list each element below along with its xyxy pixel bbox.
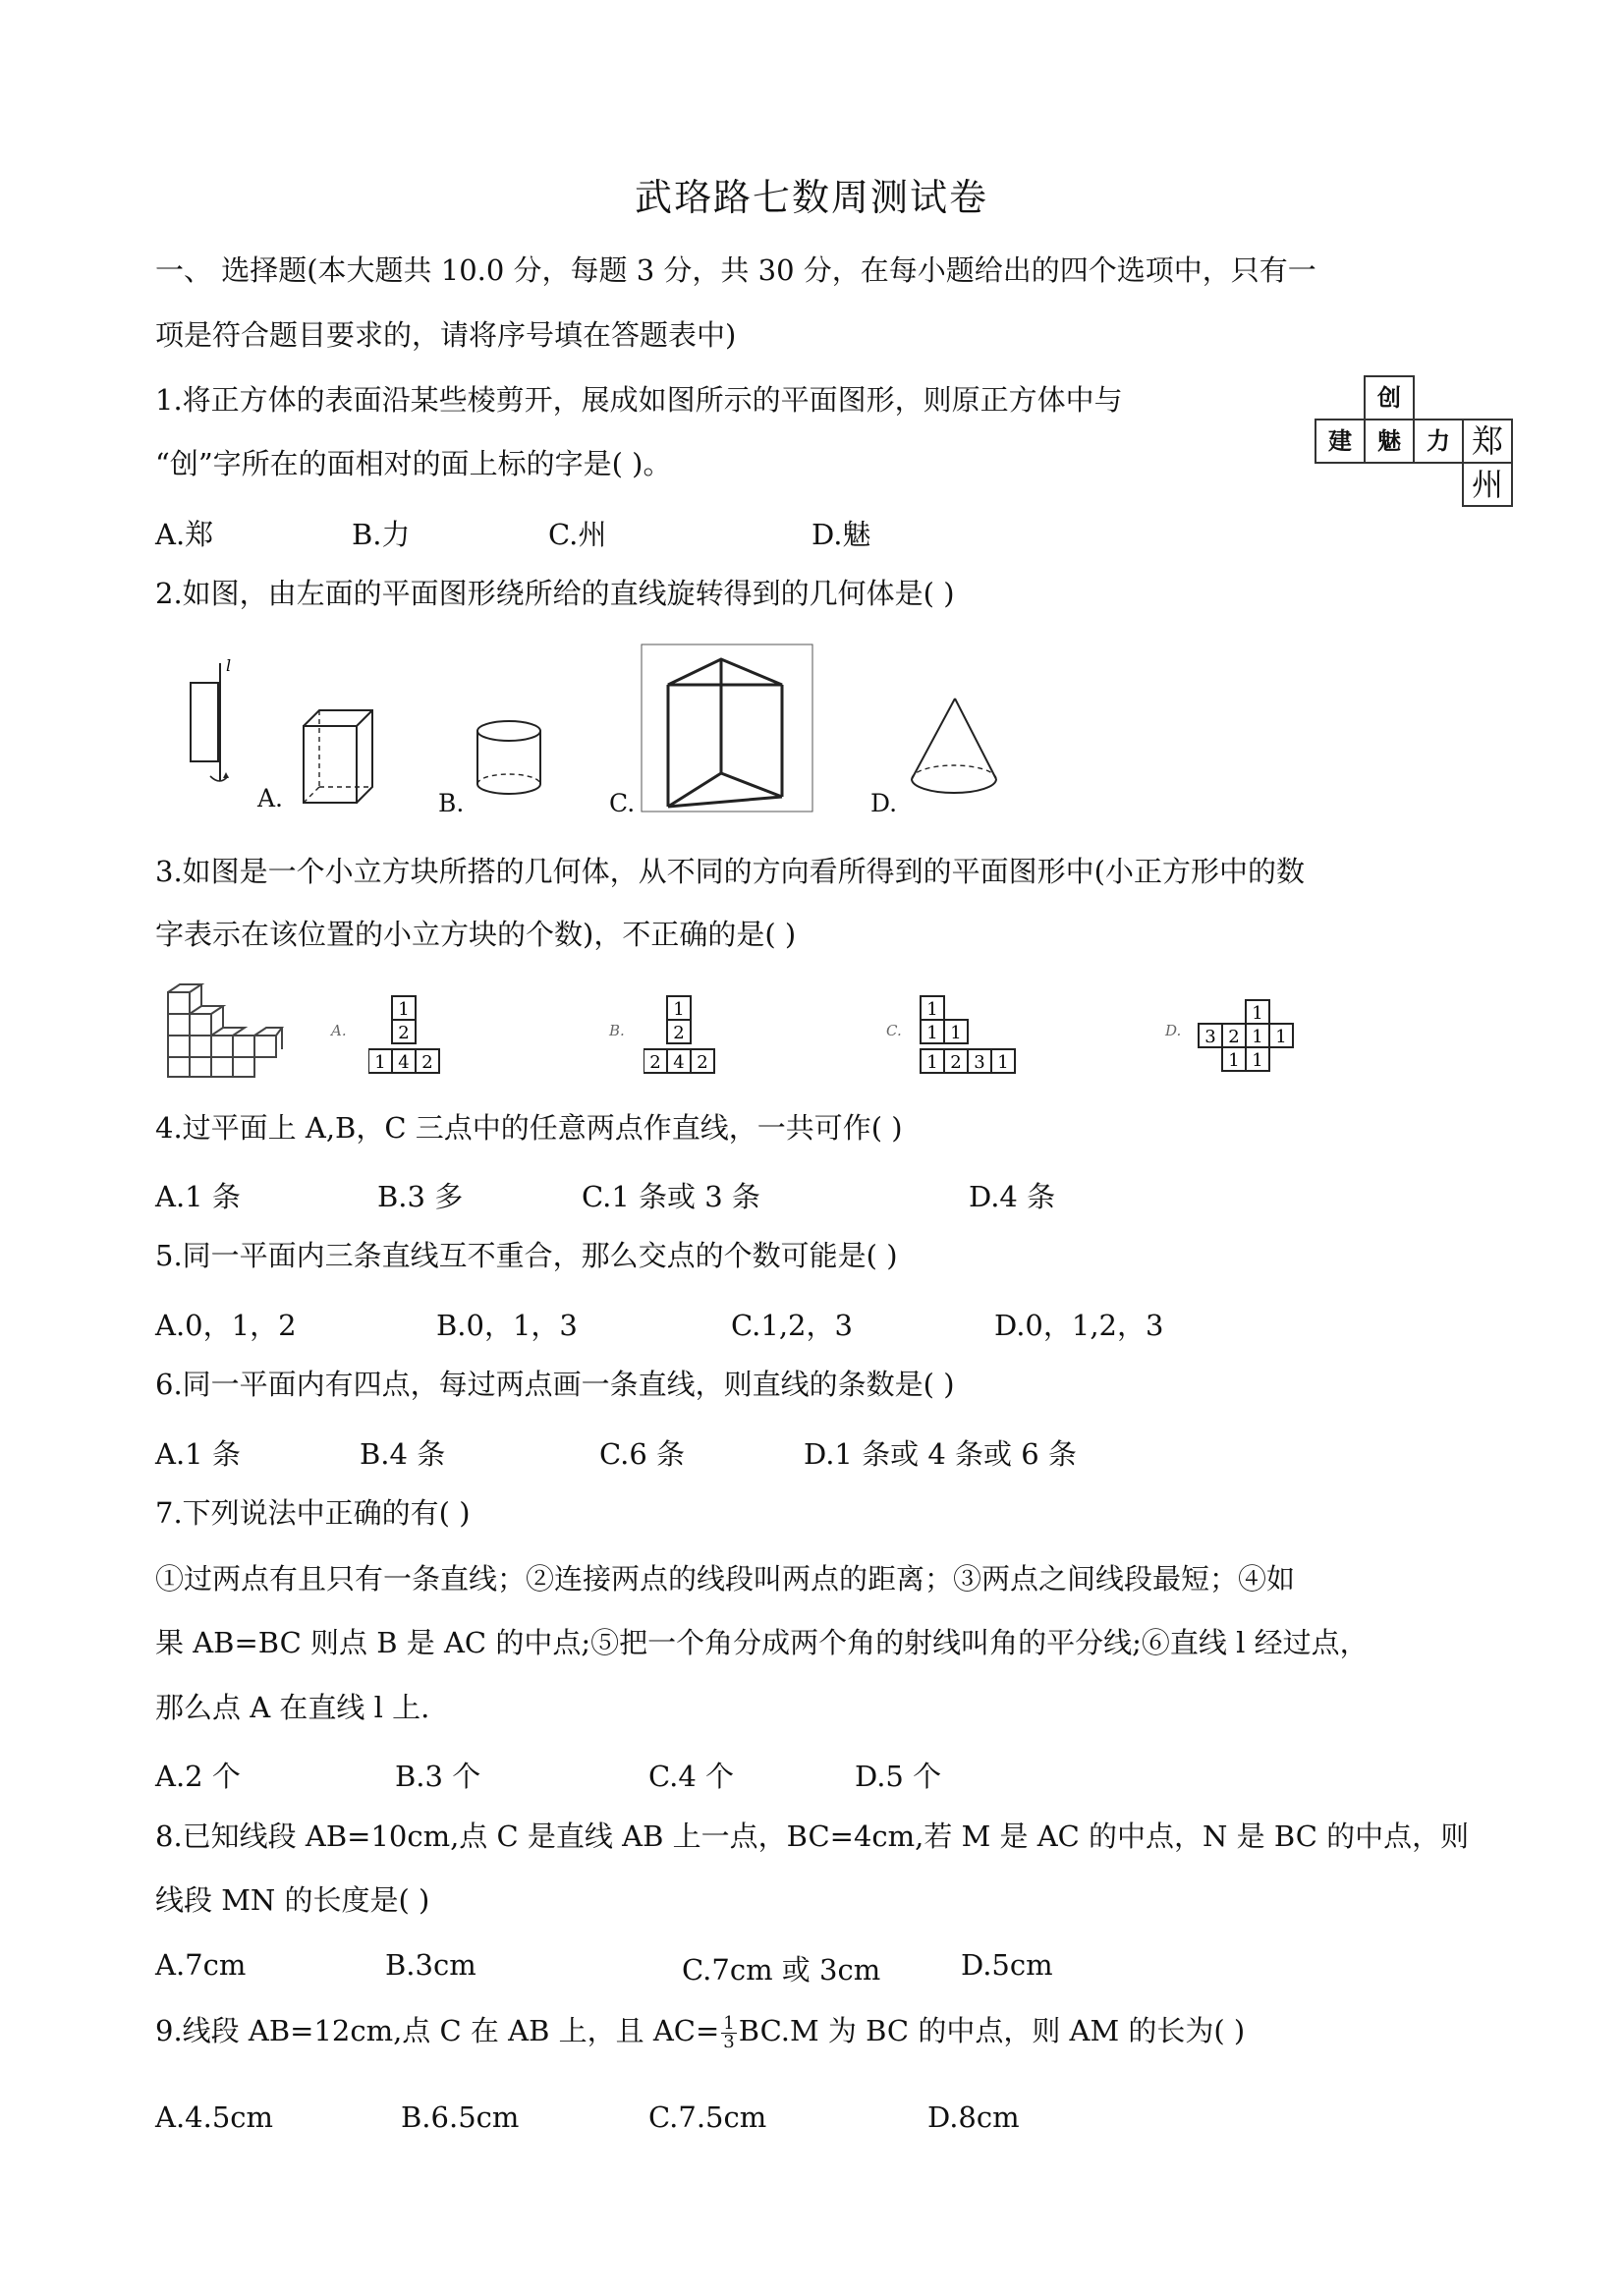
grid-c-cell: 1 <box>926 1023 938 1043</box>
cone-figure <box>904 693 1002 811</box>
q7-statements-line3: 那么点 A 在直线 l 上. <box>155 1691 430 1724</box>
q3-grid-a <box>368 994 447 1079</box>
q1-option-b: B.力 <box>352 518 411 551</box>
q9-option-d: D.8cm <box>927 2100 1020 2134</box>
q7-stem: 7.下列说法中正确的有( ) <box>155 1496 471 1530</box>
q2-label-a: A. <box>257 784 284 812</box>
q4-option-b: B.3 多 <box>377 1180 464 1213</box>
q3-label-c: C. <box>886 1022 902 1039</box>
fraction-denominator: 3 <box>723 2031 735 2052</box>
q9-stem <box>155 2014 1245 2051</box>
section1-instructions-line2: 项是符合题目要求的，请将序号填在答题表中) <box>155 318 737 352</box>
grid-c-cell: 1 <box>926 999 938 1020</box>
grid-c-cell: 1 <box>950 1023 962 1043</box>
q1-stem-line1: 1.将正方体的表面沿某些棱剪开，展成如图所示的平面图形，则原正方体中与 <box>155 383 1123 417</box>
grid-c-cell: 1 <box>926 1052 938 1073</box>
q3-grid-c <box>919 994 1029 1079</box>
q1-option-a: A.郑 <box>155 518 214 551</box>
q1-stem-line2: “创”字所在的面相对的面上标的字是( )。 <box>155 447 672 480</box>
grid-c-cell: 1 <box>997 1052 1009 1073</box>
q4-stem: 4.过平面上 A,B，C 三点中的任意两点作直线，一共可作( ) <box>155 1111 903 1145</box>
q6-stem: 6.同一平面内有四点，每过两点画一条直线，则直线的条数是( ) <box>155 1368 955 1401</box>
q3-label-b: B. <box>609 1022 625 1039</box>
q5-option-c: C.1,2，3 <box>731 1309 853 1342</box>
rectangular-prism-figure <box>300 702 378 811</box>
q1-option-c: C.州 <box>548 518 607 551</box>
q6-option-a: A.1 条 <box>155 1437 241 1471</box>
q7-option-a: A.2 个 <box>155 1760 241 1793</box>
grid-b-cell: 4 <box>673 1052 685 1073</box>
q8-option-b: B.3cm <box>385 1948 476 1982</box>
grid-a-cell: 1 <box>374 1052 386 1073</box>
q1-option-d: D.魅 <box>812 518 871 551</box>
q9-stem-after: BC.M 为 BC 的中点，则 AM 的长为( ) <box>738 2014 1246 2047</box>
q2-stem: 2.如图，由左面的平面图形绕所给的直线旋转得到的几何体是( ) <box>155 577 955 610</box>
q8-option-d: D.5cm <box>961 1948 1053 1982</box>
grid-d-cell: 3 <box>1204 1027 1216 1047</box>
q4-option-a: A.1 条 <box>155 1180 241 1213</box>
grid-a-cell: 1 <box>398 999 410 1020</box>
q2-label-d: D. <box>870 789 898 817</box>
q9-option-c: C.7.5cm <box>648 2100 767 2134</box>
q7-option-b: B.3 个 <box>395 1760 481 1793</box>
cube-stack-figure <box>152 982 285 1081</box>
q7-statements-line2: 果 AB=BC 则点 B 是 AC 的中点;⑤把一个角分成两个角的射线叫角的平分线;⑥直线 l 经过点， <box>155 1626 1369 1659</box>
q8-stem-line2: 线段 MN 的长度是( ) <box>155 1883 430 1917</box>
q4-option-d: D.4 条 <box>969 1180 1056 1213</box>
q7-statements-line1: ①过两点有且只有一条直线；②连接两点的线段叫两点的距离；③两点之间线段最短；④如 <box>155 1562 1296 1596</box>
q8-option-c: C.7cm 或 3cm <box>682 1953 881 1987</box>
q3-label-a: A. <box>331 1022 347 1039</box>
net-cell-zhou: 州 <box>1462 462 1513 507</box>
net-cell-chuang: 创 <box>1364 375 1415 420</box>
net-cell-jian: 建 <box>1315 419 1366 464</box>
grid-c-cell: 3 <box>974 1052 985 1073</box>
q9-stem-before: 9.线段 AB=12cm,点 C 在 AB 上，且 AC= <box>155 2014 720 2047</box>
q3-stem-line1: 3.如图是一个小立方块所搭的几何体，从不同的方向看所得到的平面图形中(小正方形中的数 <box>155 855 1305 888</box>
q8-stem-line1: 8.已知线段 AB=10cm,点 C 是直线 AB 上一点，BC=4cm,若 M 是 AC 的中点，N 是 BC 的中点，则 <box>155 1820 1470 1853</box>
grid-c-cell: 2 <box>950 1052 962 1073</box>
grid-b-cell: 1 <box>673 999 685 1020</box>
q2-label-c: C. <box>609 789 636 817</box>
rotation-figure <box>177 644 236 796</box>
q5-option-a: A.0，1，2 <box>155 1309 297 1342</box>
q2-label-b: B. <box>438 789 465 817</box>
section1-instructions-line1: 一、 选择题(本大题共 10.0 分，每题 3 分，共 30 分，在每小题给出的四个选项中，只有一 <box>155 253 1316 287</box>
fraction-numerator: 1 <box>723 2012 735 2034</box>
q3-label-d: D. <box>1165 1022 1182 1039</box>
axis-label: l <box>226 656 232 675</box>
grid-d-cell: 1 <box>1275 1027 1287 1047</box>
q9-fraction <box>721 2012 736 2052</box>
triangular-prism-figure <box>641 644 813 812</box>
grid-d-cell: 1 <box>1252 1027 1263 1047</box>
q3-grid-b <box>644 994 722 1079</box>
grid-b-cell: 2 <box>649 1052 661 1073</box>
grid-d-cell: 1 <box>1252 1003 1263 1024</box>
q3-stem-line2: 字表示在该位置的小立方块的个数)，不正确的是( ) <box>155 918 797 951</box>
q5-option-d: D.0，1,2，3 <box>994 1309 1164 1342</box>
q6-option-b: B.4 条 <box>360 1437 446 1471</box>
net-cell-zheng: 郑 <box>1462 419 1513 464</box>
net-cell-li: 力 <box>1413 419 1464 464</box>
q6-option-c: C.6 条 <box>599 1437 686 1471</box>
q3-grid-d <box>1197 994 1309 1079</box>
grid-a-cell: 2 <box>421 1052 433 1073</box>
q4-option-c: C.1 条或 3 条 <box>582 1180 760 1213</box>
grid-a-cell: 4 <box>398 1052 410 1073</box>
q5-option-b: B.0，1，3 <box>436 1309 578 1342</box>
q5-stem: 5.同一平面内三条直线互不重合，那么交点的个数可能是( ) <box>155 1239 898 1272</box>
q7-option-d: D.5 个 <box>855 1760 942 1793</box>
grid-d-cell: 2 <box>1228 1027 1240 1047</box>
net-cell-mei: 魅 <box>1364 419 1415 464</box>
page-title: 武珞路七数周测试卷 <box>634 176 988 219</box>
q9-option-a: A.4.5cm <box>155 2100 274 2134</box>
grid-d-cell: 1 <box>1252 1050 1263 1071</box>
grid-b-cell: 2 <box>697 1052 708 1073</box>
grid-a-cell: 2 <box>398 1023 410 1043</box>
q9-option-b: B.6.5cm <box>401 2100 520 2134</box>
grid-d-cell: 1 <box>1228 1050 1240 1071</box>
q6-option-d: D.1 条或 4 条或 6 条 <box>804 1437 1077 1471</box>
q8-option-a: A.7cm <box>155 1948 247 1982</box>
grid-b-cell: 2 <box>673 1023 685 1043</box>
q7-option-c: C.4 个 <box>648 1760 735 1793</box>
cylinder-figure <box>472 715 550 804</box>
